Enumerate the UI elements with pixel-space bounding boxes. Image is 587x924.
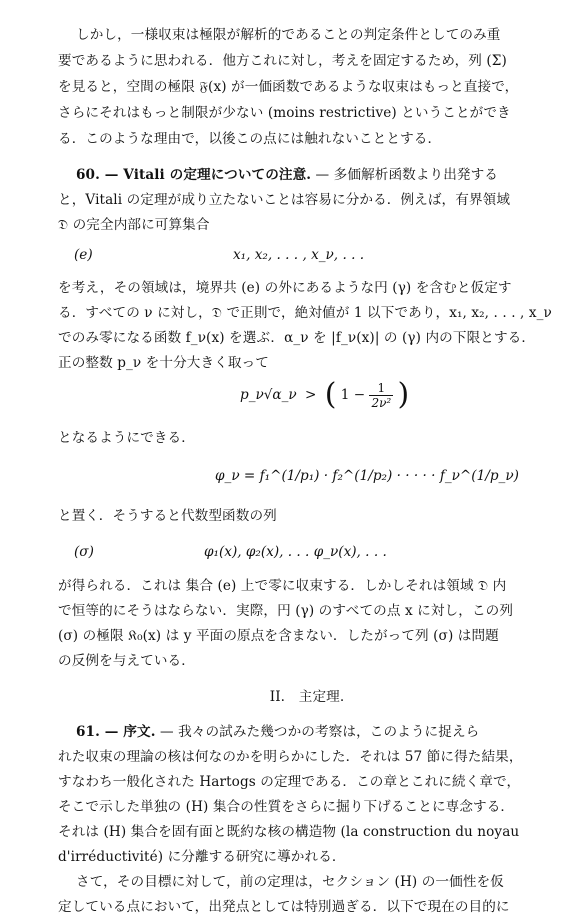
text-line: 正の整数 p_ν を十分大きく取って: [58, 355, 269, 371]
text-line: る．このような理由で，以後この点には触れないこととする．: [58, 131, 442, 147]
text-line: 要であるように思われる．他方これに対し，考えを固定するため，列 (Σ): [58, 53, 507, 69]
equation-inequality: [240, 377, 410, 412]
root-term: p_ν√α_ν: [240, 387, 297, 403]
fraction-denominator: 2ν²: [371, 395, 392, 410]
one-minus: 1 −: [340, 387, 366, 403]
gt-sign: >: [305, 387, 317, 403]
text-span: — 多価解析函数より出発する: [311, 167, 499, 183]
text-line: 𝔇 の完全内部に可算集合: [58, 217, 210, 233]
equation-label: (σ): [74, 544, 94, 560]
text-line: 定している点において，出発点としては特別過ぎる．以下で現在の目的に: [58, 899, 510, 915]
left-paren: (: [324, 377, 337, 412]
fraction: [369, 381, 393, 410]
text-line: でのみ零になる函数 f_ν(x) を選ぶ．α_ν を |f_ν(x)| の (γ) 内の下限とする．: [58, 330, 536, 346]
section-60-first-line: [76, 167, 574, 183]
section-61-heading: 61. — 序文.: [76, 724, 156, 740]
section-60-heading: 60. — Vitali の定理についての注意.: [76, 167, 312, 183]
text-line: そこで示した単独の (H) 集合の性質をさらに掘り下げることに専念する．: [58, 799, 515, 815]
text-line: る．すべての ν に対し，𝔇 で正則で，絶対値が 1 以下であり，x₁, x₂, . . . , x_ν: [58, 305, 552, 321]
text-line: さらにそれはもっと制限が少ない (moins restrictive) ということができ: [58, 105, 511, 121]
text-line: で恒等的にそうはならない．実際，円 (γ) のすべての点 x に対し，この列: [58, 603, 514, 619]
text-line: が得られる．これは 集合 (e) 上で零に収束する．しかしそれは領域 𝔇 内: [58, 578, 507, 594]
text-line: さて，その目標に対して，前の定理は，セクション (H) の一価性を仮: [76, 874, 504, 890]
text-line: しかし，一様収束は極限が解析的であることの判定条件としてのみ重: [76, 27, 501, 43]
equation-e: x₁, x₂, . . . , x_ν, . . .: [233, 247, 365, 263]
text-line: d'irréductivité) に分離する研究に導かれる．: [58, 849, 346, 865]
text-line: と置く．そうすると代数型函数の列: [58, 508, 277, 524]
text-line: を考え，その領域は，境界共 (e) の外にあるような円 (γ) を含むと仮定す: [58, 280, 512, 296]
right-paren: ): [397, 377, 410, 412]
text-line: を見ると，空間の極限 𝔉(x) が一価函数であるような収束はもっと直接で，: [58, 79, 519, 95]
text-line: (σ) の極限 𝔎₀(x) は y 平面の原点を含まない．したがって列 (σ) は問題: [58, 628, 499, 644]
text-line: れた収束の理論の核は何なのかを明らかにした．それは 57 節に得た結果，: [58, 749, 523, 765]
equation-phi: φ_ν = f₁^(1/p₁) · f₂^(1/p₂) · · · · · f_ν^(1/p_ν): [215, 468, 519, 484]
section-title: II. 主定理.: [269, 689, 345, 705]
equation-sigma: φ₁(x), φ₂(x), . . . φ_ν(x), . . .: [204, 544, 387, 560]
section-61-first-line: [76, 724, 574, 740]
equation-label: (e): [74, 247, 93, 263]
text-line: すなわち一般化された Hartogs の定理である．この章とこれに続く章で，: [58, 774, 521, 790]
text-line: となるようにできる．: [58, 430, 195, 446]
fraction-numerator: 1: [369, 381, 393, 396]
text-line: と，Vitali の定理が成り立たないことは容易に分かる．例えば，有界領域: [58, 192, 511, 208]
text-line: の反例を与えている．: [58, 653, 195, 669]
text-line: それは (H) 集合を固有面と既約な核の構造物 (la construction du noyau: [58, 824, 520, 840]
text-span: — 我々の試みた幾つかの考察は，このように捉えら: [155, 724, 480, 740]
